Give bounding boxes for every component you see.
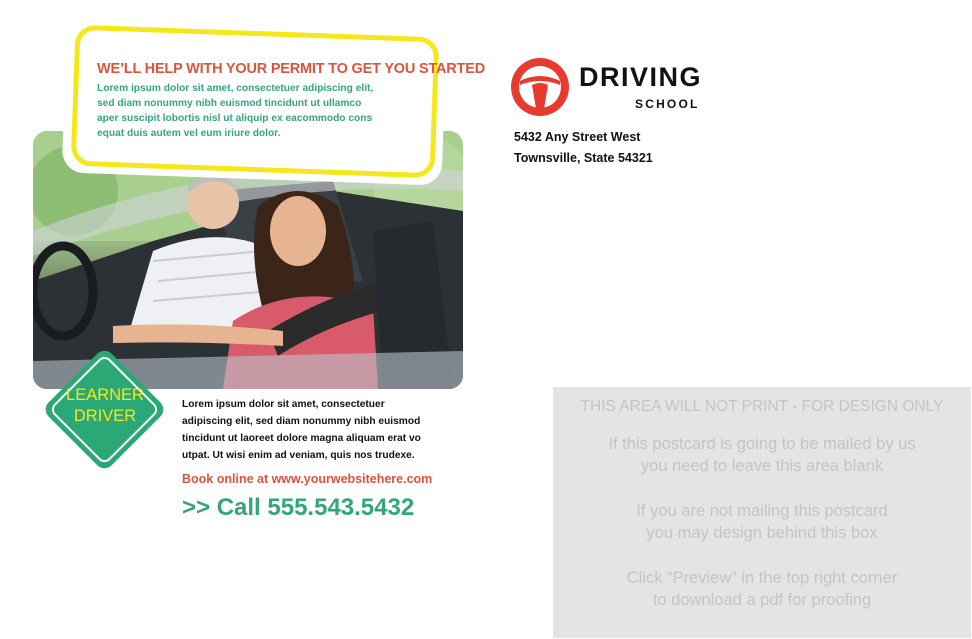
sign-line-1: LEARNER	[66, 386, 144, 404]
no-print-text: to download a pdf for proofing	[652, 591, 872, 609]
intro-line: Lorem ipsum dolor sit amet, consectetuer adipiscing elit,	[97, 83, 374, 94]
address-street: 5432 Any Street West	[514, 130, 641, 144]
steering-wheel-icon	[510, 57, 570, 117]
body-line: tincidunt ut laoreet dolore magna aliquam erat vo	[182, 433, 421, 444]
sign-text	[42, 385, 168, 427]
logo-title: DRIVING	[579, 62, 703, 92]
no-print-text: you may design behind this box	[646, 524, 878, 542]
sign-line-2: DRIVER	[73, 407, 137, 425]
intro-line: aper suscipit lobortis nisl ut aliquip ex eacommodo cons	[97, 113, 373, 124]
logo-subtitle: SCHOOL	[635, 97, 700, 111]
intro-line: sed diam nonummy nibh euismod tincidunt ut ullamco	[97, 98, 362, 109]
book-online-link: Book online at www.yourwebsitehere.com	[182, 472, 433, 486]
body-line: adipiscing elit, sed diam nonummy nibh euismod	[182, 416, 421, 427]
no-print-text: If this postcard is going to be mailed by us	[608, 435, 916, 453]
no-print-text: you need to leave this area blank	[640, 457, 884, 475]
no-print-text: Click “Preview” in the top right corner	[626, 569, 898, 587]
body-line: utpat. Ut wisi enim ad veniam, quis nos trudexe.	[182, 450, 415, 461]
headline: WE’LL HELP WITH YOUR PERMIT TO GET YOU STARTED	[97, 61, 485, 77]
no-print-title: THIS AREA WILL NOT PRINT - FOR DESIGN ONLY	[580, 398, 944, 415]
body-line: Lorem ipsum dolor sit amet, consectetuer	[182, 399, 385, 410]
call-phone: >> Call 555.543.5432	[182, 494, 415, 521]
intro-text	[97, 81, 419, 141]
learner-driver-sign	[42, 347, 168, 473]
no-print-text: If you are not mailing this postcard	[636, 502, 888, 520]
intro-line: equat duis autem vel eum iriure dolor.	[97, 128, 281, 139]
body-copy	[182, 396, 467, 464]
address-city: Townsville, State 54321	[514, 151, 653, 165]
no-print-area	[553, 387, 971, 638]
